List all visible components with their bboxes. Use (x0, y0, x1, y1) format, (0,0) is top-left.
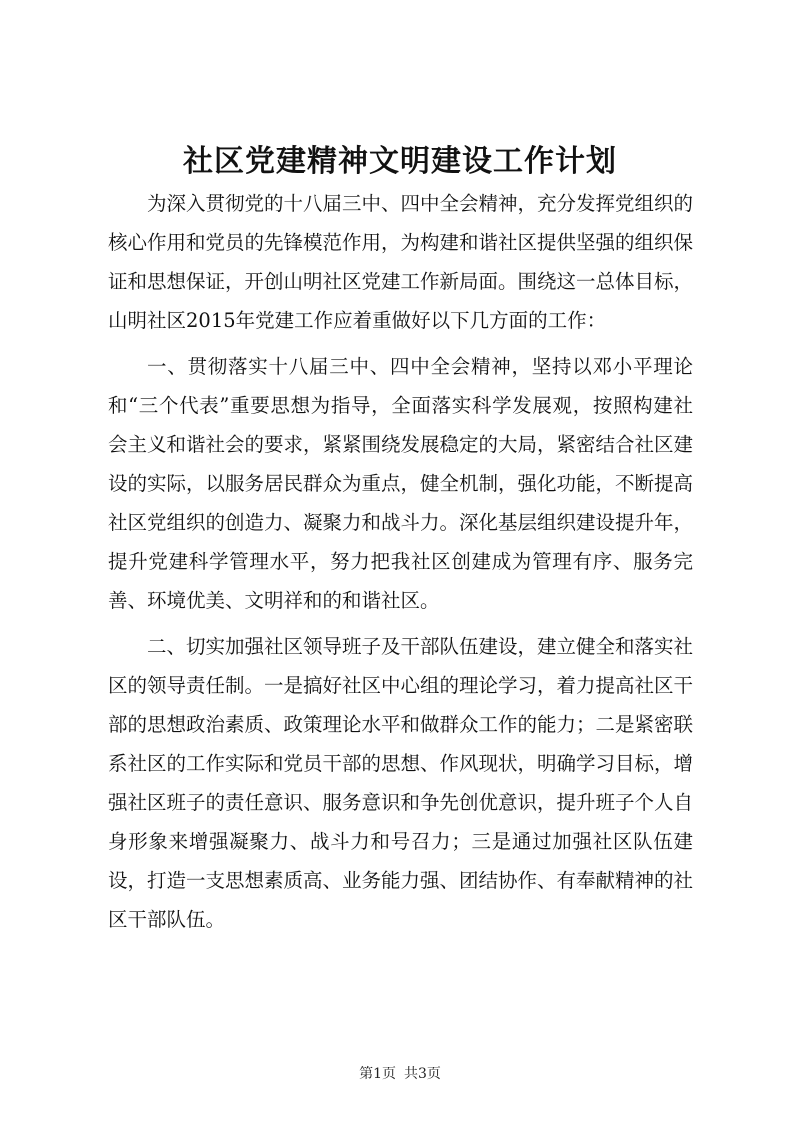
page-number: 第1页 (359, 1066, 396, 1082)
page-footer (0, 1064, 800, 1084)
paragraph-section-2: 二、切实加强社区领导班子及干部队伍建设，建立健全和落实社区的领导责任制。一是搞好社区中心组的理论学习，着力提高社区干部的思想政治素质、政策理论水平和做群众工作的能力；二是紧密联系社区的工作实际和党员干部的思想、作风现状，明确学习目标，增强社区班子的责任意识、服务意识和争先创优意识，提升班子个人自身形象来增强凝聚力、战斗力和号召力；三是通过加强社区队伍建设，打造一支思想素质高、业务能力强、团结协作、有奉献精神的社区干部队伍。 (108, 635, 694, 931)
page-total: 共3页 (404, 1066, 441, 1082)
paragraph-intro: 为深入贯彻党的十八届三中、四中全会精神，充分发挥党组织的核心作用和党员的先锋模范作用，为构建和谐社区提供坚强的组织保证和思想保证，开创山明社区党建工作新局面。围绕这一总体目标，山明社区2015年党建工作应着重做好以下几方面的工作： (108, 192, 694, 332)
paragraph-section-1: 一、贯彻落实十八届三中、四中全会精神，坚持以邓小平理论和“三个代表”重要思想为指导，全面落实科学发展观，按照构建社会主义和谐社会的要求，紧紧围绕发展稳定的大局，紧密结合社区建设的实际，以服务居民群众为重点，健全机制，强化功能，不断提高社区党组织的创造力、凝聚力和战斗力。深化基层组织建设提升年，提升党建科学管理水平，努力把我社区创建成为管理有序、服务完善、环境优美、文明祥和的和谐社区。 (108, 355, 694, 612)
document-title: 社区党建精神文明建设工作计划 (183, 144, 617, 179)
document-body (108, 184, 693, 946)
